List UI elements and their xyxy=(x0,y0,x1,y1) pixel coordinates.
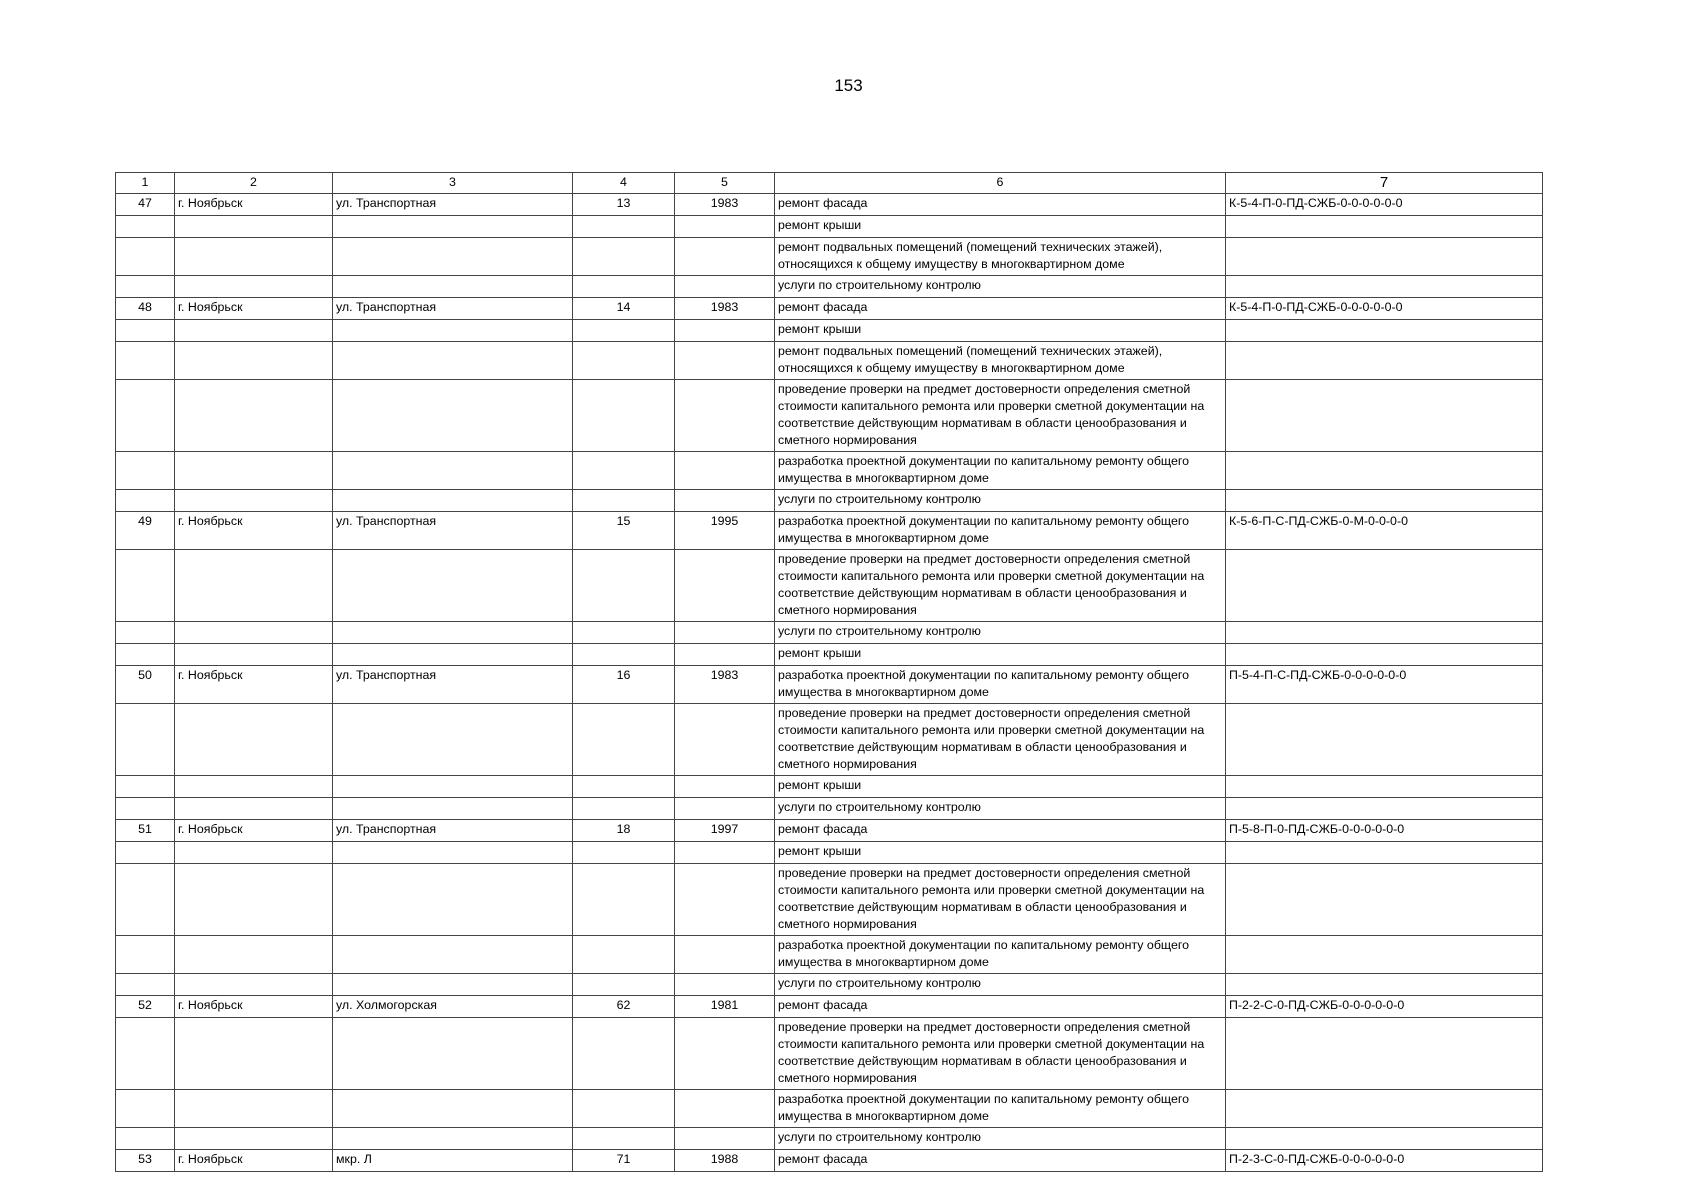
table-row xyxy=(116,452,1543,490)
table-row xyxy=(116,974,1543,996)
cell-city xyxy=(175,776,333,798)
cell-number xyxy=(116,622,175,644)
cell-number: 53 xyxy=(116,1150,175,1172)
column-header-1: 1 xyxy=(116,173,175,194)
cell-street: ул. Транспортная xyxy=(333,512,573,550)
cell-number xyxy=(116,320,175,342)
cell-number xyxy=(116,550,175,622)
cell-street xyxy=(333,864,573,936)
column-header-3: 3 xyxy=(333,173,573,194)
cell-year xyxy=(675,798,775,820)
cell-number xyxy=(116,452,175,490)
cell-city xyxy=(175,452,333,490)
cell-work-type: разработка проектной документации по капитальному ремонту общего имущества в многоквартирном доме xyxy=(775,512,1226,550)
cell-year xyxy=(675,216,775,238)
cell-number: 49 xyxy=(116,512,175,550)
cell-work-type: ремонт крыши xyxy=(775,644,1226,666)
cell-street xyxy=(333,644,573,666)
cell-house: 18 xyxy=(573,820,675,842)
table-row xyxy=(116,666,1543,704)
cell-city: г. Ноябрьск xyxy=(175,666,333,704)
cell-house xyxy=(573,1090,675,1128)
cell-year xyxy=(675,974,775,996)
cell-street xyxy=(333,490,573,512)
cell-city: г. Ноябрьск xyxy=(175,298,333,320)
cell-city xyxy=(175,936,333,974)
cell-work-type: услуги по строительному контролю xyxy=(775,974,1226,996)
cell-street xyxy=(333,320,573,342)
cell-street: ул. Транспортная xyxy=(333,820,573,842)
cell-house xyxy=(573,320,675,342)
cell-work-type: ремонт фасада xyxy=(775,996,1226,1018)
cell-house xyxy=(573,842,675,864)
cell-work-type: разработка проектной документации по капитальному ремонту общего имущества в многоквартирном доме xyxy=(775,936,1226,974)
table-row xyxy=(116,490,1543,512)
cell-year: 1983 xyxy=(675,194,775,216)
cell-code xyxy=(1226,550,1543,622)
cell-code xyxy=(1226,380,1543,452)
cell-year xyxy=(675,380,775,452)
cell-city xyxy=(175,622,333,644)
cell-work-type: проведение проверки на предмет достоверности определения сметной стоимости капитального ремонта или проверки сметной документации на соответствие действующим нормативам в области ценообразования и сметного нормирования xyxy=(775,1018,1226,1090)
cell-work-type: разработка проектной документации по капитальному ремонту общего имущества в многоквартирном доме xyxy=(775,452,1226,490)
cell-house xyxy=(573,704,675,776)
cell-work-type: ремонт фасада xyxy=(775,820,1226,842)
cell-number xyxy=(116,842,175,864)
cell-work-type: ремонт подвальных помещений (помещений технических этажей), относящихся к общему имуществу в многоквартирном доме xyxy=(775,342,1226,380)
cell-city xyxy=(175,276,333,298)
cell-number xyxy=(116,342,175,380)
table-row xyxy=(116,936,1543,974)
cell-number xyxy=(116,1090,175,1128)
table-row xyxy=(116,622,1543,644)
cell-code: П-2-2-С-0-ПД-СЖБ-0-0-0-0-0-0 xyxy=(1226,996,1543,1018)
table-row xyxy=(116,1128,1543,1150)
cell-year xyxy=(675,622,775,644)
cell-code: П-5-4-П-С-ПД-СЖБ-0-0-0-0-0-0 xyxy=(1226,666,1543,704)
cell-year xyxy=(675,276,775,298)
cell-work-type: услуги по строительному контролю xyxy=(775,276,1226,298)
cell-number xyxy=(116,644,175,666)
cell-year xyxy=(675,864,775,936)
cell-code: К-5-4-П-0-ПД-СЖБ-0-0-0-0-0-0 xyxy=(1226,298,1543,320)
cell-year xyxy=(675,238,775,276)
cell-street xyxy=(333,842,573,864)
cell-year xyxy=(675,936,775,974)
cell-code xyxy=(1226,622,1543,644)
cell-work-type: ремонт фасада xyxy=(775,298,1226,320)
cell-street xyxy=(333,1018,573,1090)
cell-house xyxy=(573,1018,675,1090)
cell-code: К-5-4-П-0-ПД-СЖБ-0-0-0-0-0-0 xyxy=(1226,194,1543,216)
table-row xyxy=(116,820,1543,842)
cell-year xyxy=(675,842,775,864)
table-row xyxy=(116,1150,1543,1172)
cell-code xyxy=(1226,320,1543,342)
table-row xyxy=(116,298,1543,320)
cell-house: 13 xyxy=(573,194,675,216)
cell-street xyxy=(333,776,573,798)
cell-city: г. Ноябрьск xyxy=(175,194,333,216)
cell-number xyxy=(116,1128,175,1150)
cell-house xyxy=(573,936,675,974)
cell-house xyxy=(573,276,675,298)
cell-house xyxy=(573,974,675,996)
cell-number: 51 xyxy=(116,820,175,842)
repair-register-table xyxy=(115,172,1543,1172)
cell-number xyxy=(116,1018,175,1090)
column-header-5: 5 xyxy=(675,173,775,194)
cell-work-type: разработка проектной документации по капитальному ремонту общего имущества в многоквартирном доме xyxy=(775,1090,1226,1128)
cell-code xyxy=(1226,238,1543,276)
cell-house xyxy=(573,644,675,666)
cell-year xyxy=(675,550,775,622)
cell-number xyxy=(116,798,175,820)
cell-work-type: проведение проверки на предмет достоверности определения сметной стоимости капитального ремонта или проверки сметной документации на соответствие действующим нормативам в области ценообразования и сметного нормирования xyxy=(775,864,1226,936)
cell-number xyxy=(116,936,175,974)
cell-number xyxy=(116,380,175,452)
cell-year: 1983 xyxy=(675,298,775,320)
cell-year: 1997 xyxy=(675,820,775,842)
cell-street xyxy=(333,704,573,776)
cell-code xyxy=(1226,864,1543,936)
cell-code xyxy=(1226,276,1543,298)
cell-code xyxy=(1226,216,1543,238)
cell-house xyxy=(573,622,675,644)
cell-code: П-2-3-С-0-ПД-СЖБ-0-0-0-0-0-0 xyxy=(1226,1150,1543,1172)
cell-city xyxy=(175,864,333,936)
cell-house xyxy=(573,342,675,380)
cell-house: 14 xyxy=(573,298,675,320)
cell-city xyxy=(175,842,333,864)
cell-year: 1988 xyxy=(675,1150,775,1172)
cell-street: ул. Транспортная xyxy=(333,298,573,320)
cell-house xyxy=(573,798,675,820)
cell-work-type: услуги по строительному контролю xyxy=(775,1128,1226,1150)
cell-street: мкр. Л xyxy=(333,1150,573,1172)
cell-work-type: ремонт крыши xyxy=(775,216,1226,238)
cell-street xyxy=(333,216,573,238)
cell-city xyxy=(175,490,333,512)
cell-city xyxy=(175,1128,333,1150)
cell-code xyxy=(1226,1128,1543,1150)
table-row xyxy=(116,842,1543,864)
cell-number xyxy=(116,974,175,996)
cell-code xyxy=(1226,1090,1543,1128)
cell-work-type: ремонт фасада xyxy=(775,1150,1226,1172)
cell-number xyxy=(116,238,175,276)
cell-house xyxy=(573,216,675,238)
table-header-row xyxy=(116,173,1543,194)
cell-work-type: ремонт фасада xyxy=(775,194,1226,216)
cell-city xyxy=(175,238,333,276)
cell-house: 16 xyxy=(573,666,675,704)
cell-number xyxy=(116,490,175,512)
table-row xyxy=(116,380,1543,452)
cell-year xyxy=(675,1018,775,1090)
cell-year xyxy=(675,342,775,380)
cell-code xyxy=(1226,842,1543,864)
table-row xyxy=(116,776,1543,798)
cell-city xyxy=(175,550,333,622)
table-row xyxy=(116,194,1543,216)
cell-street xyxy=(333,342,573,380)
cell-street: ул. Транспортная xyxy=(333,194,573,216)
cell-code: К-5-6-П-С-ПД-СЖБ-0-М-0-0-0-0 xyxy=(1226,512,1543,550)
cell-number xyxy=(116,864,175,936)
cell-year xyxy=(675,320,775,342)
table-row xyxy=(116,320,1543,342)
table-row xyxy=(116,1090,1543,1128)
cell-code xyxy=(1226,974,1543,996)
cell-number xyxy=(116,704,175,776)
cell-code xyxy=(1226,936,1543,974)
cell-city xyxy=(175,1018,333,1090)
cell-code xyxy=(1226,644,1543,666)
cell-number xyxy=(116,216,175,238)
cell-street xyxy=(333,936,573,974)
cell-work-type: проведение проверки на предмет достоверности определения сметной стоимости капитального ремонта или проверки сметной документации на соответствие действующим нормативам в области ценообразования и сметного нормирования xyxy=(775,550,1226,622)
cell-street xyxy=(333,622,573,644)
cell-street xyxy=(333,238,573,276)
table-row xyxy=(116,342,1543,380)
cell-work-type: ремонт крыши xyxy=(775,776,1226,798)
cell-street xyxy=(333,798,573,820)
cell-city: г. Ноябрьск xyxy=(175,1150,333,1172)
table-row xyxy=(116,1018,1543,1090)
cell-city xyxy=(175,216,333,238)
cell-house xyxy=(573,776,675,798)
cell-street xyxy=(333,1128,573,1150)
cell-year: 1983 xyxy=(675,666,775,704)
cell-street xyxy=(333,380,573,452)
cell-city: г. Ноябрьск xyxy=(175,820,333,842)
table-row xyxy=(116,216,1543,238)
cell-work-type: проведение проверки на предмет достоверности определения сметной стоимости капитального ремонта или проверки сметной документации на соответствие действующим нормативам в области ценообразования и сметного нормирования xyxy=(775,704,1226,776)
cell-work-type: ремонт крыши xyxy=(775,842,1226,864)
column-header-6: 6 xyxy=(775,173,1226,194)
cell-number: 52 xyxy=(116,996,175,1018)
cell-code xyxy=(1226,452,1543,490)
cell-city xyxy=(175,798,333,820)
cell-number: 50 xyxy=(116,666,175,704)
table-row xyxy=(116,704,1543,776)
cell-house xyxy=(573,380,675,452)
cell-house xyxy=(573,490,675,512)
cell-work-type: разработка проектной документации по капитальному ремонту общего имущества в многоквартирном доме xyxy=(775,666,1226,704)
cell-city: г. Ноябрьск xyxy=(175,996,333,1018)
cell-city: г. Ноябрьск xyxy=(175,512,333,550)
table-row xyxy=(116,512,1543,550)
cell-house xyxy=(573,452,675,490)
cell-year: 1995 xyxy=(675,512,775,550)
table-body xyxy=(116,194,1543,1172)
cell-city xyxy=(175,974,333,996)
cell-year xyxy=(675,1090,775,1128)
cell-city xyxy=(175,1090,333,1128)
cell-city xyxy=(175,704,333,776)
cell-work-type: услуги по строительному контролю xyxy=(775,622,1226,644)
cell-city xyxy=(175,342,333,380)
cell-number: 47 xyxy=(116,194,175,216)
table-row xyxy=(116,996,1543,1018)
table-row xyxy=(116,644,1543,666)
table-row xyxy=(116,798,1543,820)
cell-year xyxy=(675,704,775,776)
cell-street: ул. Холмогорская xyxy=(333,996,573,1018)
cell-work-type: услуги по строительному контролю xyxy=(775,490,1226,512)
cell-year xyxy=(675,1128,775,1150)
cell-work-type: ремонт подвальных помещений (помещений технических этажей), относящихся к общему имуществу в многоквартирном доме xyxy=(775,238,1226,276)
cell-street xyxy=(333,1090,573,1128)
table-row xyxy=(116,238,1543,276)
cell-house: 15 xyxy=(573,512,675,550)
cell-house xyxy=(573,864,675,936)
cell-street xyxy=(333,276,573,298)
cell-number: 48 xyxy=(116,298,175,320)
column-header-4: 4 xyxy=(573,173,675,194)
cell-city xyxy=(175,644,333,666)
table-row xyxy=(116,550,1543,622)
cell-code: П-5-8-П-0-ПД-СЖБ-0-0-0-0-0-0 xyxy=(1226,820,1543,842)
cell-code xyxy=(1226,776,1543,798)
column-header-2: 2 xyxy=(175,173,333,194)
cell-number xyxy=(116,776,175,798)
cell-year xyxy=(675,452,775,490)
table-row xyxy=(116,864,1543,936)
cell-street: ул. Транспортная xyxy=(333,666,573,704)
cell-work-type: услуги по строительному контролю xyxy=(775,798,1226,820)
cell-street xyxy=(333,452,573,490)
cell-code xyxy=(1226,342,1543,380)
cell-year xyxy=(675,490,775,512)
cell-house xyxy=(573,1128,675,1150)
column-header-7: 7 xyxy=(1226,173,1543,194)
page-number: 153 xyxy=(834,76,863,95)
cell-year xyxy=(675,776,775,798)
table-row xyxy=(116,276,1543,298)
cell-code xyxy=(1226,704,1543,776)
cell-house xyxy=(573,238,675,276)
cell-code xyxy=(1226,798,1543,820)
cell-city xyxy=(175,380,333,452)
cell-code xyxy=(1226,1018,1543,1090)
cell-city xyxy=(175,320,333,342)
cell-year xyxy=(675,644,775,666)
cell-street xyxy=(333,550,573,622)
cell-work-type: проведение проверки на предмет достоверности определения сметной стоимости капитального ремонта или проверки сметной документации на соответствие действующим нормативам в области ценообразования и сметного нормирования xyxy=(775,380,1226,452)
cell-number xyxy=(116,276,175,298)
cell-code xyxy=(1226,490,1543,512)
cell-house xyxy=(573,550,675,622)
cell-year: 1981 xyxy=(675,996,775,1018)
cell-work-type: ремонт крыши xyxy=(775,320,1226,342)
cell-house: 62 xyxy=(573,996,675,1018)
cell-house: 71 xyxy=(573,1150,675,1172)
cell-street xyxy=(333,974,573,996)
